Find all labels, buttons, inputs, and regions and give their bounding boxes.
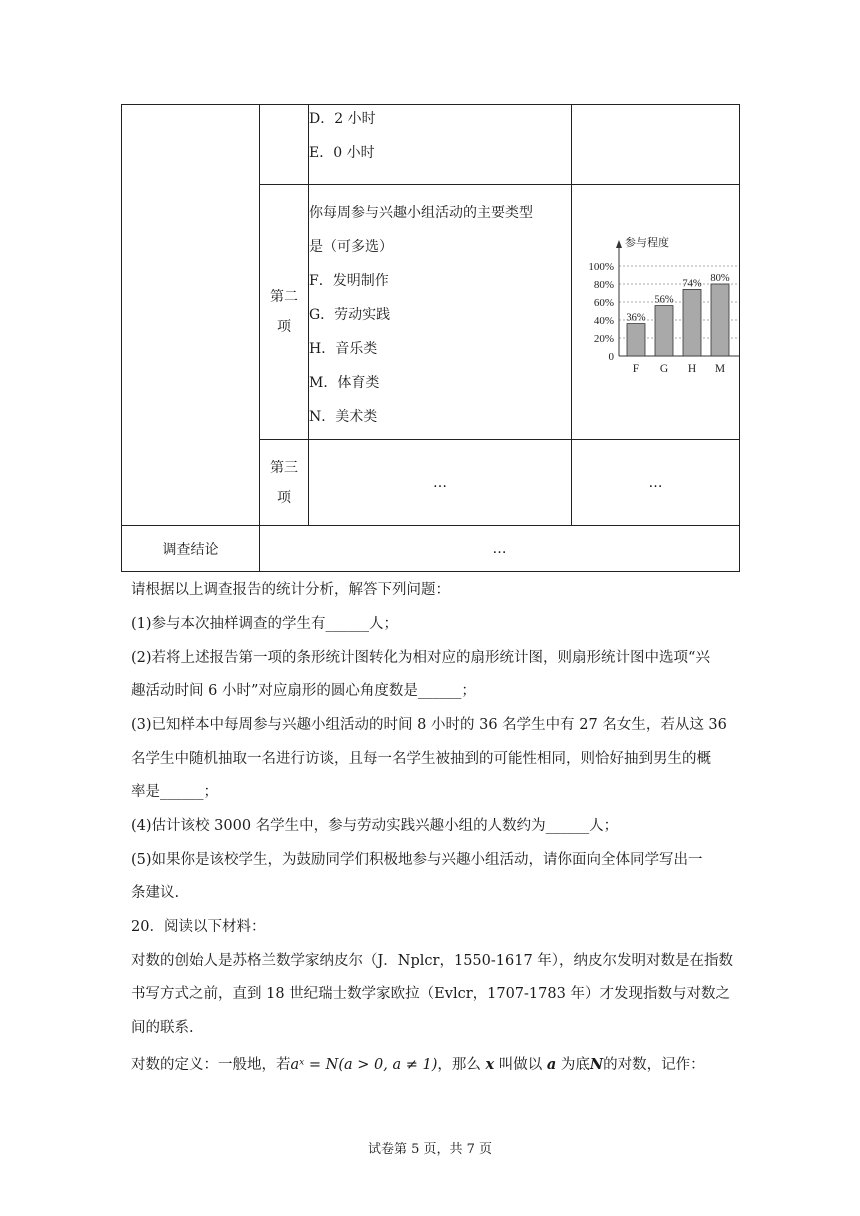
option-g: G．劳动实践 (309, 307, 391, 323)
problem-20-text: 间的联系. (131, 1020, 194, 1036)
y-tick-label: 20% (593, 332, 614, 345)
item-label-2: 第二 项 (260, 185, 309, 440)
chart-cell (572, 185, 740, 440)
x-tick-label: F (632, 362, 640, 375)
item-label-3: 第三 项 (260, 440, 309, 526)
option-d: D．2 小时 (309, 111, 376, 127)
problem-20-text: 书写方式之前，直到 18 世纪瑞士数学家欧拉（Evlcr，1707-1783 年）才发现指数与对数之 (131, 986, 730, 1002)
conclusion-content: … (260, 526, 740, 572)
options-cell (309, 105, 572, 185)
question-2: (2)若将上述报告第一项的条形统计图转化为相对应的扇形统计图，则扇形统计图中选项“兴 (131, 650, 710, 666)
y-tick-label: 100% (588, 260, 614, 273)
page-footer: 试卷第 5 页，共 7 页 (367, 1142, 493, 1157)
empty-cell (572, 105, 740, 185)
bar-G (655, 305, 673, 355)
y-axis-arrow (616, 240, 622, 248)
problem-20-text: 对数的创始人是苏格兰数学家纳皮尔（J．Nplcr，1550-1617 年），纳皮尔发明对数是在指数 (131, 953, 734, 969)
question-cell (309, 185, 572, 440)
question-3-cont: 率是______； (131, 784, 218, 800)
x-tick-label: H (687, 362, 697, 375)
question-5: (5)如果你是该校学生，为鼓励同学们积极地参与兴趣小组活动，请你面向全体同学写出一 (131, 852, 703, 868)
question-text: 你每周参与兴趣小组活动的主要类型 (309, 205, 533, 221)
empty-cell (122, 105, 260, 526)
x-tick-label: G (659, 362, 669, 375)
intro-text: 请根据以上调查报告的统计分析，解答下列问题： (131, 582, 450, 598)
bar-M (711, 284, 729, 356)
question-4: (4)估计该校 3000 名学生中，参与劳动实践兴趣小组的人数约为______人； (131, 818, 619, 834)
y-axis-label: 参与程度 (625, 236, 669, 249)
y-tick-label: 60% (593, 296, 614, 309)
question-2-cont: 趣活动时间 6 小时”对应扇形的圆心角度数是______； (131, 683, 476, 699)
question-text: 是（可多选） (309, 239, 393, 255)
question-3: (3)已知样本中每周参与兴趣小组活动的时间 8 小时的 36 名学生中有 27 名女生，若从这 36 (131, 717, 727, 733)
option-f: F．发明制作 (309, 273, 389, 289)
data-label: 36% (626, 312, 646, 324)
log-definition: 对数的定义：一般地，若aˣ = N(a > 0, a ≠ 1)，那么 x 叫做以 a 为底N的对数，记作： (131, 1056, 705, 1073)
data-label: 56% (654, 294, 674, 306)
x-tick-label: M (714, 362, 726, 375)
y-tick-label: 40% (593, 314, 614, 327)
table-row (122, 105, 740, 185)
option-h: H．音乐类 (309, 341, 378, 357)
survey-table (121, 104, 740, 572)
option-n: N．美术类 (309, 409, 378, 425)
question-3-cont: 名学生中随机抽取一名进行访谈，且每一名学生被抽到的可能性相同，则恰好抽到男生的概 (131, 751, 711, 767)
data-label: 80% (710, 272, 730, 284)
row3-chart-content: … (572, 440, 740, 526)
option-e: E．0 小时 (309, 145, 375, 161)
bar-F (627, 323, 645, 355)
bar-chart (572, 186, 739, 439)
bar-H (683, 289, 701, 356)
y-tick-label: 80% (593, 278, 614, 291)
row3-content: … (309, 440, 572, 526)
question-5-cont: 条建议. (131, 885, 180, 901)
data-label: 74% (682, 277, 702, 289)
question-1: (1)参与本次抽样调查的学生有______人； (131, 616, 399, 632)
table-row (122, 526, 740, 572)
conclusion-label: 调查结论 (122, 526, 260, 572)
option-m: M．体育类 (309, 375, 380, 391)
problem-20-title: 20．阅读以下材料： (131, 919, 266, 935)
empty-cell (260, 105, 309, 185)
formula: aˣ = N(a > 0, a ≠ 1) (290, 1057, 438, 1073)
y-tick-label: 0 (608, 350, 614, 363)
